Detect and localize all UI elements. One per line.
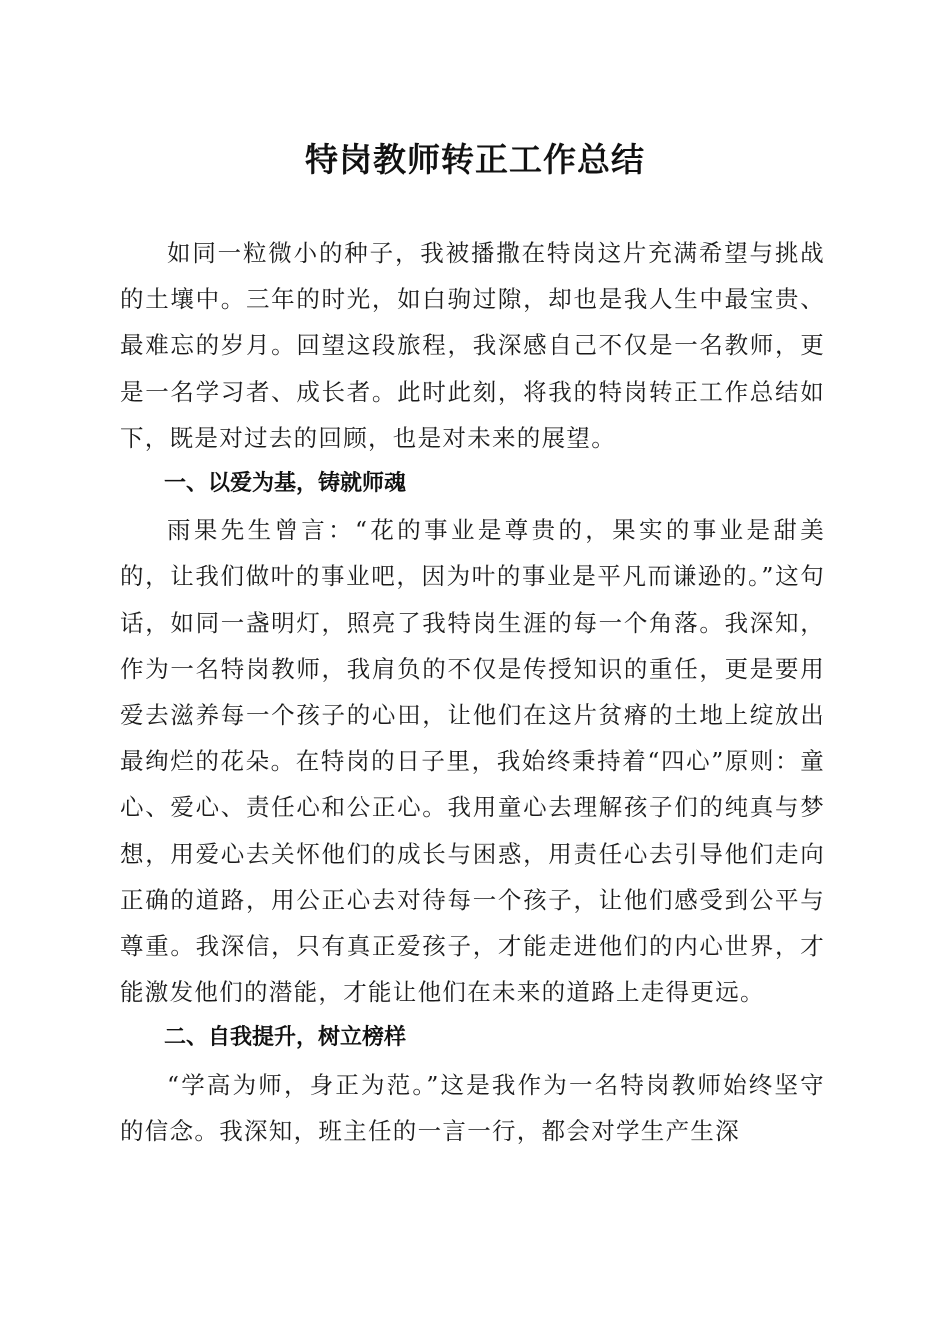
section-heading-2: 二、自我提升，树立榜样: [164, 1025, 407, 1051]
document-title: 特岗教师转正工作总结: [305, 140, 645, 179]
intro-paragraph: 如同一粒微小的种子，我被播撒在特岗这片充满希望与挑战的土壤中。三年的时光，如白驹过隙，却也是我人生中最宝贵、最难忘的岁月。回望这段旅程，我深感自己不仅是一名教师，更是一名学习者、成长者。此时此刻，将我的特岗转正工作总结如下，既是对过去的回顾，也是对未来的展望。: [120, 239, 825, 452]
section-heading-1: 一、以爱为基，铸就师魂: [164, 471, 407, 497]
section-paragraph-2: “学高为师，身正为范。”这是我作为一名特岗教师始终坚守的信念。我深知，班主任的一言一行，都会对学生产生深: [120, 1070, 825, 1145]
document-body: [120, 230, 825, 1154]
section-paragraph-1: 雨果先生曾言：“花的事业是尊贵的，果实的事业是甜美的，让我们做叶的事业吧，因为叶的事业是平凡而谦逊的。”这句话，如同一盏明灯，照亮了我特岗生涯的每一个角落。我深知，作为一名特岗教师，我肩负的不仅是传授知识的重任，更是要用爱去滋养每一个孩子的心田，让他们在这片贫瘠的土地上绽放出最绚烂的花朵。在特岗的日子里，我始终秉持着“四心”原则：童心、爱心、责任心和公正心。我用童心去理解孩子们的纯真与梦想，用爱心去关怀他们的成长与困惑，用责任心去引导他们走向正确的道路，用公正心去对待每一个孩子，让他们感受到公平与尊重。我深信，只有真正爱孩子，才能走进他们的内心世界，才能激发他们的潜能，才能让他们在未来的道路上走得更远。: [120, 516, 825, 1007]
